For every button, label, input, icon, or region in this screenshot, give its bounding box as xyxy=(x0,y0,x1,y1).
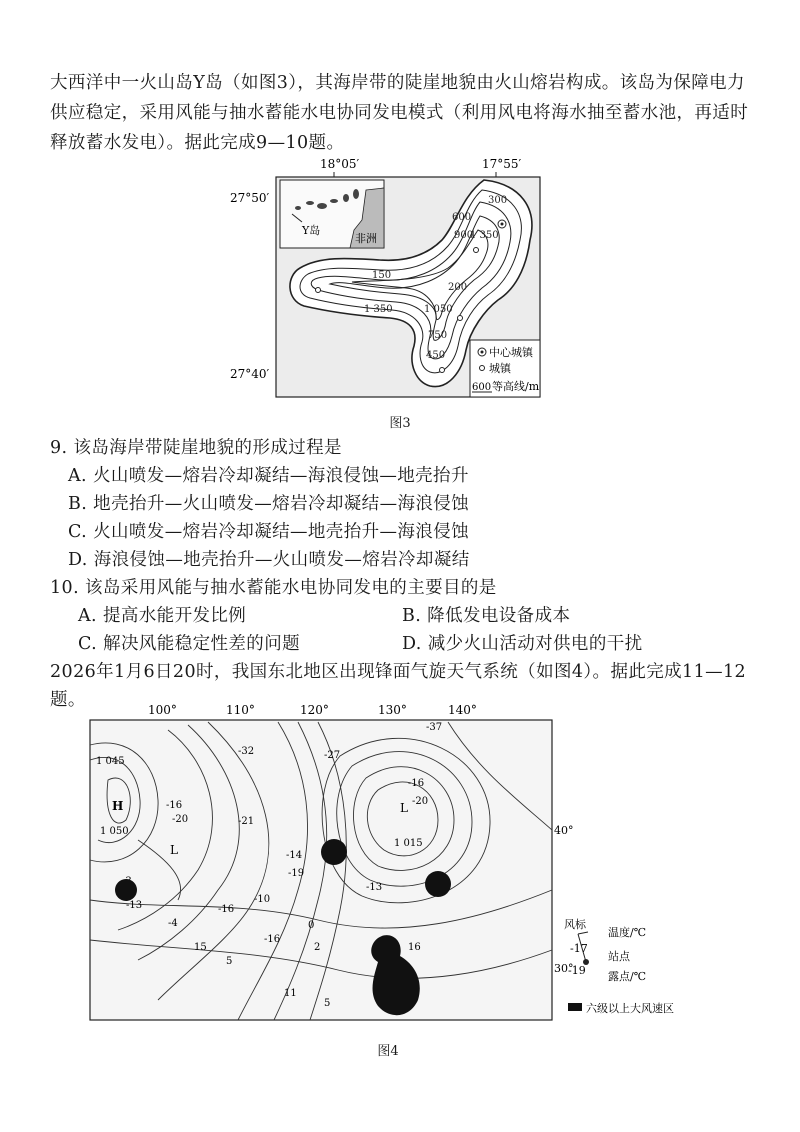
svg-text:100°: 100° xyxy=(148,703,177,717)
svg-text:-32: -32 xyxy=(238,746,255,757)
legend-wind-label: 风标 xyxy=(564,918,586,931)
legend-station-label: 站点 xyxy=(608,950,630,963)
svg-text:600: 600 xyxy=(452,212,472,223)
question-9-option-c: C. 火山喷发—熔岩冷却凝结—地壳抬升—海浪侵蚀 xyxy=(68,522,469,542)
svg-text:40°: 40° xyxy=(554,824,574,837)
svg-text:130°: 130° xyxy=(378,703,407,717)
svg-text:140°: 140° xyxy=(448,703,477,717)
svg-text:1 350: 1 350 xyxy=(470,230,499,241)
lat-label-bottom: 27°40′ xyxy=(230,367,270,381)
svg-text:-10: -10 xyxy=(254,894,271,905)
station-model-legend xyxy=(564,917,674,1015)
legend-dew-label: 露点/℃ xyxy=(608,970,647,983)
svg-text:120°: 120° xyxy=(300,703,329,717)
svg-text:750: 750 xyxy=(428,330,448,341)
figure-4-caption: 图4 xyxy=(377,1044,399,1059)
svg-text:-13: -13 xyxy=(126,900,143,911)
svg-text:-13: -13 xyxy=(366,882,383,893)
lon-labels xyxy=(148,703,477,717)
weather-map-frame xyxy=(90,720,552,1020)
svg-text:900: 900 xyxy=(454,230,474,241)
svg-text:15: 15 xyxy=(194,942,207,953)
svg-text:300: 300 xyxy=(488,195,508,206)
legend-contour-text: 等高线/m xyxy=(492,380,540,393)
town-marker xyxy=(316,288,321,293)
svg-text:-27: -27 xyxy=(324,750,341,761)
svg-text:30°: 30° xyxy=(554,962,574,975)
svg-text:5: 5 xyxy=(226,956,233,967)
svg-text:16: 16 xyxy=(408,942,421,953)
legend-temp-label: 温度/℃ xyxy=(608,926,647,939)
svg-text:2: 2 xyxy=(314,942,321,953)
svg-text:11: 11 xyxy=(284,988,297,999)
svg-text:1 015: 1 015 xyxy=(394,838,423,849)
svg-text:-16: -16 xyxy=(264,934,281,945)
lat-label-top: 27°50′ xyxy=(230,191,270,205)
svg-text:150: 150 xyxy=(372,270,392,281)
svg-text:-37: -37 xyxy=(426,722,443,733)
town-marker xyxy=(440,368,445,373)
lon-label-right: 17°55′ xyxy=(482,157,522,171)
svg-text:1 045: 1 045 xyxy=(96,756,125,767)
svg-text:-16: -16 xyxy=(218,904,235,915)
lon-label-left: 18°05′ xyxy=(320,157,360,171)
question-10-option-c: C. 解决风能稳定性差的问题 xyxy=(78,634,300,654)
legend-temp-value: -17 xyxy=(570,942,588,955)
svg-text:-20: -20 xyxy=(412,796,429,807)
svg-text:-19: -19 xyxy=(288,868,305,879)
question-10-option-a: A. 提高水能开发比例 xyxy=(78,606,247,626)
question-9-stem: 9. 该岛海岸带陡崖地貌的形成过程是 xyxy=(50,438,342,458)
svg-text:5: 5 xyxy=(324,998,331,1009)
inset-island-label: Y岛 xyxy=(302,224,321,237)
question-10-stem: 10. 该岛采用风能与抽水蓄能水电协同发电的主要目的是 xyxy=(50,578,497,598)
svg-text:-4: -4 xyxy=(168,918,178,929)
question-10-option-d: D. 减少火山活动对供电的干扰 xyxy=(402,634,643,654)
svg-text:1 050: 1 050 xyxy=(424,304,453,315)
svg-text:L: L xyxy=(400,801,408,815)
intro-paragraph-2: 2026年1月6日20时，我国东北地区出现锋面气旋天气系统（如图4）。据此完成11—12题。 xyxy=(50,662,747,710)
intro-paragraph-1: 大西洋中一火山岛Y岛（如图3），其海岸带的陡崖地貌由火山熔岩构成。该岛为保障电力供应稳定，采用风能与抽水蓄能水电协同发电模式（利用风电将海水抽至蓄水池，再适时释放蓄水发电）。据此完成9—10题。 xyxy=(50,73,749,153)
town-marker xyxy=(458,316,463,321)
figure-3-caption: 图3 xyxy=(389,416,411,431)
inset-map xyxy=(280,180,384,248)
svg-text:L: L xyxy=(170,843,178,857)
legend-town: 城镇 xyxy=(489,362,511,375)
inset-continent-label: 非洲 xyxy=(355,232,377,245)
svg-text:0: 0 xyxy=(308,920,315,931)
question-10-option-b: B. 降低发电设备成本 xyxy=(402,606,571,626)
svg-text:-14: -14 xyxy=(286,850,303,861)
town-marker xyxy=(474,248,479,253)
svg-text:450: 450 xyxy=(426,350,446,361)
svg-text:1 350: 1 350 xyxy=(364,304,393,315)
svg-text:1 050: 1 050 xyxy=(100,826,129,837)
svg-text:110°: 110° xyxy=(226,703,255,717)
question-9-option-b: B. 地壳抬升—火山喷发—熔岩冷却凝结—海浪侵蚀 xyxy=(68,494,470,514)
svg-text:200: 200 xyxy=(448,282,468,293)
legend-dew-value: -19 xyxy=(568,964,586,977)
question-9-option-a: A. 火山喷发—熔岩冷却凝结—海浪侵蚀—地壳抬升 xyxy=(68,466,469,486)
svg-text:-16: -16 xyxy=(408,778,425,789)
figure-4-weather-map xyxy=(78,700,728,1030)
svg-text:-21: -21 xyxy=(238,816,255,827)
svg-text:-20: -20 xyxy=(172,814,189,825)
question-9-option-d: D. 海浪侵蚀—地壳抬升—火山喷发—熔岩冷却凝结 xyxy=(68,550,470,570)
legend-contour-value: 600 xyxy=(472,382,492,393)
svg-text:-16: -16 xyxy=(166,800,183,811)
figure-3-map xyxy=(230,150,560,410)
svg-text:H: H xyxy=(112,799,124,813)
legend-center-town: 中心城镇 xyxy=(489,346,533,359)
figure3-legend xyxy=(470,340,540,397)
legend-gale-label: 六级以上大风速区 xyxy=(586,1002,674,1015)
